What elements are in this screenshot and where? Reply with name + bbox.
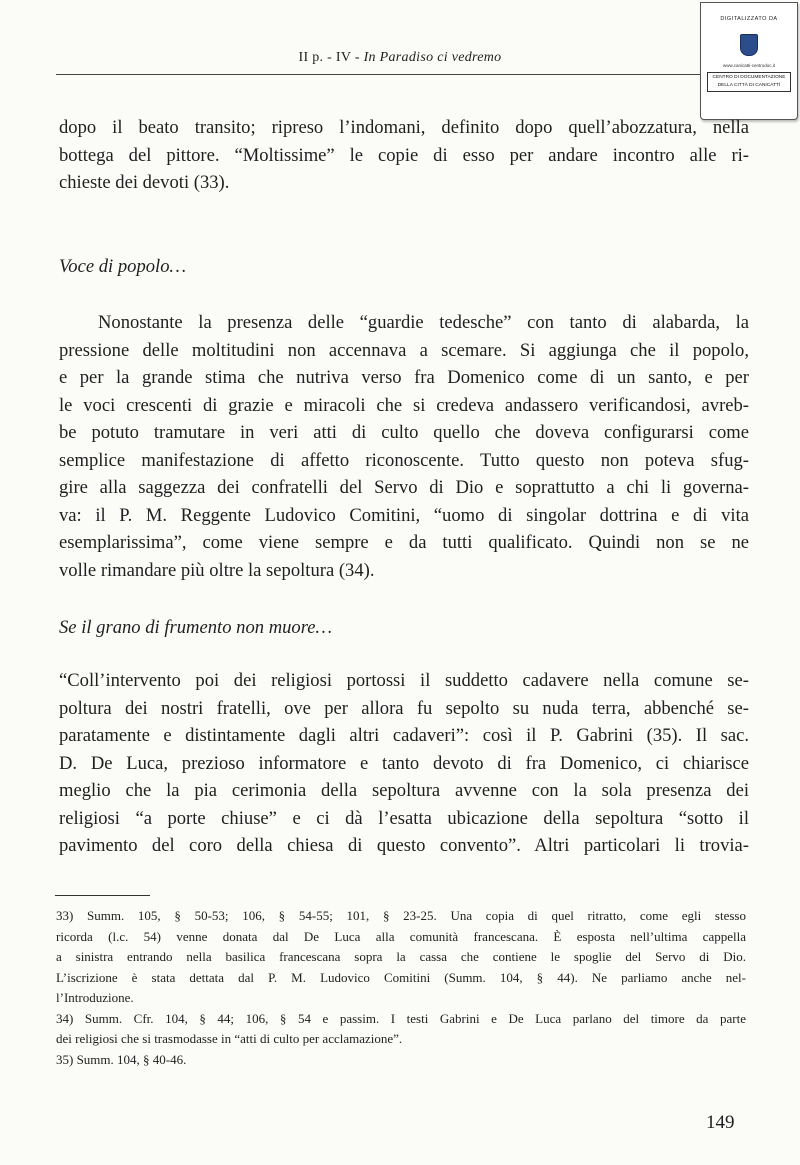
crest-icon bbox=[740, 34, 758, 56]
paragraph-3: “Coll’intervento poi dei religiosi portossi il suddetto cadavere nella comune se- poltura dei nostri fratelli, ove per allora fu sepolto su nuda terra, abbenché se- paratamente e distintamente dagli altri cadaveri”: così il P. Gabrini (35). Il sac. D. De Luca, prezioso informatore e tanto devoto di fra Domenico, ci chiarisce meglio che la pia cerimonia della sepoltura avvenne con la sola presenza dei religiosi “a porte chiuse” e ci dà l’esatta ubicazione della sepoltura “sotto il pavimento del coro della chiesa di questo convento”. Altri particolari li trovia- bbox=[59, 670, 749, 856]
running-header: II p. - IV - In Paradiso ci vedremo bbox=[298, 50, 502, 65]
header-title: In Paradiso ci vedremo bbox=[363, 50, 502, 65]
paragraph-1: dopo il beato transito; ripreso l’indomani, definito dopo quell’abozzatura, nella bottega del pittore. “Moltissime” le copie di esso per andare incontro alle ri- chieste dei devoti (33). bbox=[59, 117, 749, 193]
section-title-voce-di-popolo: Voce di popolo… bbox=[59, 256, 187, 277]
stamp-url: www.canicatti-centrodoc.it bbox=[722, 63, 776, 68]
footnote-34: 34) Summ. Cfr. 104, § 44; 106, § 54 e passim. I testi Gabrini e De Luca parlano del timore da parte dei religiosi che si trasmodasse in “atti di culto per acclamazione”. bbox=[56, 1010, 746, 1046]
footnote-35: 35) Summ. 104, § 40-46. bbox=[56, 1051, 187, 1067]
footnote-33: 33) Summ. 105, § 50-53; 106, § 54-55; 101, § 23-25. Una copia di quel ritratto, come egli stesso ricorda (l.c. 54) venne donata dal De Luca alla comunità francescana. È esposta nell’ultima cappella a sinistra entrando nella basilica francescana sopra la cassa che contiene le spoglie del Servo di Dio. L’iscrizione è stata dettata dal P. M. Ludovico Comitini (Summ. 104, § 44). Ne parliamo anche nel- l’Introduzione. bbox=[56, 908, 746, 1005]
section-title-grano-di-frumento: Se il grano di frumento non muore… bbox=[59, 617, 333, 638]
paragraph-2: Nonostante la presenza delle “guardie tedesche” con tanto di alabarda, la pressione delle moltitudini non accennava a scemare. Si aggiunga che il popolo, e per la grande stima che nutriva verso fra Domenico come di un santo, e per le voci crescenti di grazie e miracoli che si credeva andassero verificandosi, avreb- be potuto tramutare in veri atti di culto quello che doveva configurarsi come semplice manifestazione di affetto riconoscente. Tutto questo non poteva sfug- gire alla saggezza dei confratelli del Servo di Dio e soprattutto a chi li governa- va: il P. M. Reggente Ludovico Comitini, “uomo di singolar dottrina e di vita esemplarissima”, come viene sempre e da tutti qualificato. Quindi non se ne volle rimandare più oltre la sepoltura (34). bbox=[59, 312, 749, 581]
header-chapter: IV bbox=[335, 50, 352, 65]
header-rule bbox=[56, 74, 746, 75]
digitization-stamp bbox=[700, 2, 798, 120]
footnote-rule bbox=[55, 895, 150, 896]
stamp-top-text: DIGITALIZZATO DA bbox=[720, 16, 778, 22]
stamp-label: CENTRO DI DOCUMENTAZIONE DELLA CITTÀ DI CANICATTÌ bbox=[707, 72, 791, 92]
header-part: II p. bbox=[298, 50, 324, 65]
page-number: 149 bbox=[706, 1112, 735, 1133]
footnotes bbox=[56, 906, 746, 1070]
